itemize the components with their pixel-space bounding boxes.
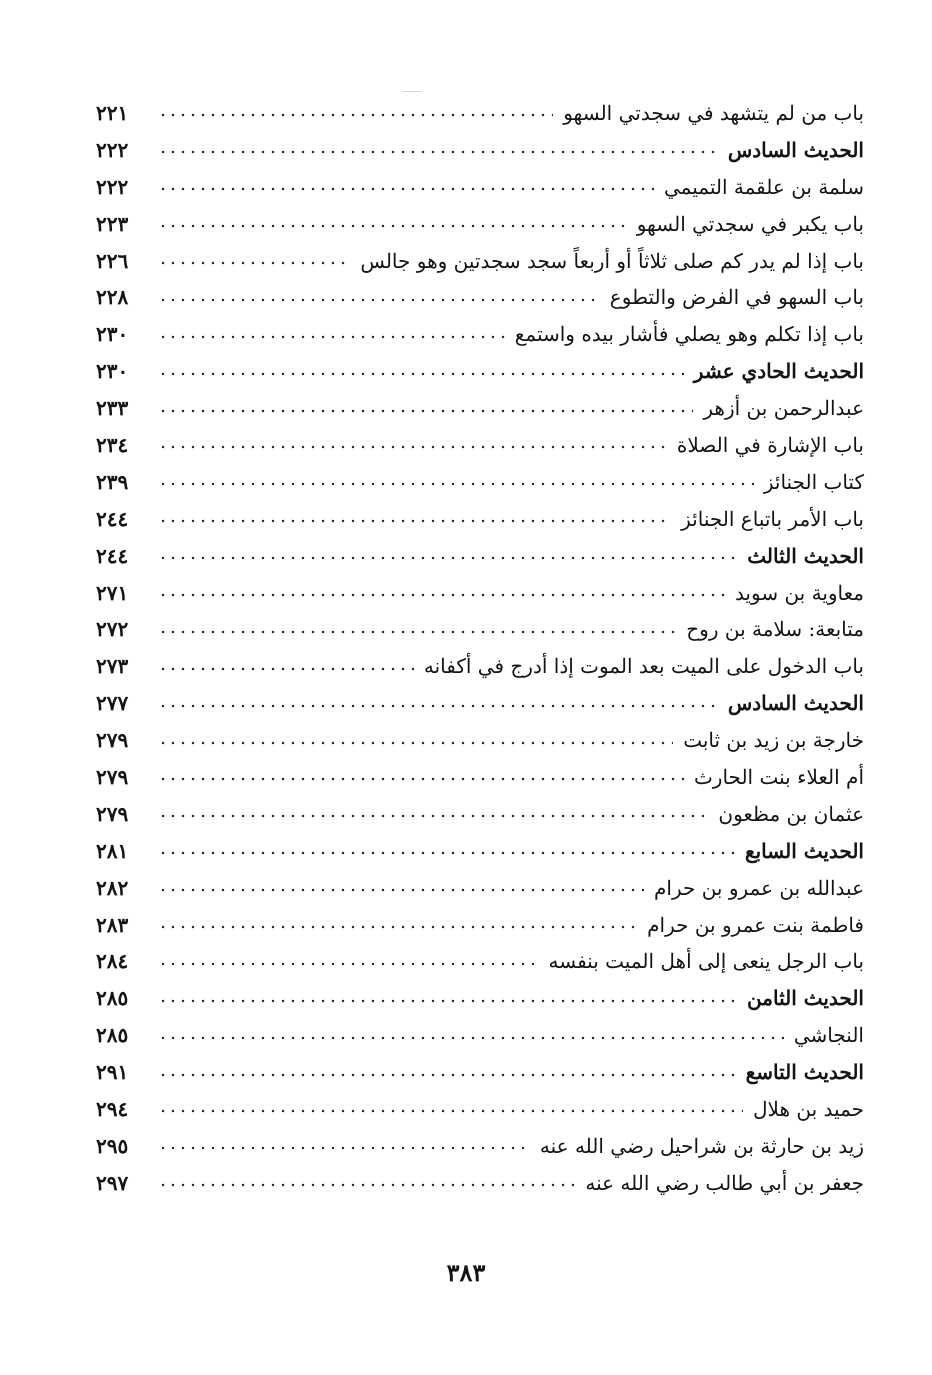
toc-entry-title: كتاب الجنائز — [763, 469, 864, 494]
toc-entry-page-number: ٢٣٤ — [96, 433, 129, 458]
toc-entry — [96, 427, 864, 464]
toc-entry-title: متابعة: سلامة بن روح — [686, 617, 864, 642]
toc-entry-page-number: ٢٣٠ — [96, 322, 129, 347]
toc-entry — [96, 796, 864, 833]
toc-entry-page-number: ٢٧٢ — [96, 617, 129, 642]
toc-entry-title: جعفر بن أبي طالب رضي الله عنه — [585, 1170, 864, 1195]
toc-entry — [96, 95, 864, 132]
dot-leader — [158, 298, 600, 302]
toc-list — [96, 95, 864, 1202]
toc-entry-title: باب إذا تكلم وهو يصلي فأشار بيده واستمع — [514, 322, 864, 347]
toc-entry-page-number: ٢٤٤ — [96, 506, 129, 531]
toc-section-heading — [96, 833, 864, 870]
toc-entry-title: باب يكبر في سجدتي السهو — [636, 211, 864, 236]
toc-entry-page-number: ٢٧٣ — [96, 654, 129, 679]
toc-section-heading — [96, 1054, 864, 1091]
toc-entry-page-number: ٢٢٣ — [96, 211, 129, 236]
dot-leader — [158, 888, 644, 892]
toc-entry — [96, 1165, 864, 1202]
toc-entry-page-number: ٢٢٦ — [96, 248, 129, 273]
toc-entry-title: باب الدخول على الميت بعد الموت إذا أدرج في أكفانه — [423, 654, 864, 679]
dot-leader — [158, 445, 667, 449]
toc-entry-page-number: ٢٢٢ — [96, 174, 129, 199]
dot-leader — [158, 261, 350, 265]
dot-leader — [158, 962, 539, 966]
toc-section-heading — [96, 685, 864, 722]
toc-entry — [96, 279, 864, 316]
toc-entry-title: الحديث الثالث — [747, 543, 864, 568]
toc-entry-page-number: ٢٨٥ — [96, 1023, 129, 1048]
toc-entry — [96, 907, 864, 944]
dot-leader — [158, 482, 754, 486]
toc-entry — [96, 722, 864, 759]
toc-section-heading — [96, 980, 864, 1017]
toc-entry-title: عثمان بن مظعون — [718, 801, 864, 826]
toc-entry — [96, 316, 864, 353]
dot-leader — [158, 113, 553, 117]
toc-entry-page-number: ٢٩١ — [96, 1060, 129, 1085]
dot-leader — [158, 150, 718, 154]
toc-entry-page-number: ٢٧٩ — [96, 765, 129, 790]
dot-leader — [158, 667, 414, 671]
toc-entry — [96, 611, 864, 648]
toc-entry — [96, 206, 864, 243]
toc-section-heading — [96, 538, 864, 575]
toc-entry — [96, 575, 864, 612]
toc-entry-page-number: ٢٣٣ — [96, 396, 129, 421]
toc-entry-title: الحديث السابع — [744, 838, 864, 863]
toc-entry-title: أم العلاء بنت الحارث — [693, 765, 864, 790]
dot-leader — [158, 1036, 784, 1040]
toc-entry-page-number: ٢٣٩ — [96, 469, 129, 494]
toc-entry — [96, 759, 864, 796]
page-number: ٣٨٣ — [446, 1258, 486, 1287]
toc-entry-page-number: ٢٣٠ — [96, 359, 129, 384]
dot-leader — [158, 556, 737, 560]
dot-leader — [158, 593, 725, 597]
dot-leader — [158, 777, 684, 781]
toc-entry — [96, 943, 864, 980]
dot-leader — [158, 409, 693, 413]
toc-entry — [96, 501, 864, 538]
toc-entry — [96, 169, 864, 206]
dot-leader — [158, 224, 627, 228]
toc-entry — [96, 1128, 864, 1165]
toc-entry-page-number: ٢٨٥ — [96, 986, 129, 1011]
toc-entry-title: الحديث السادس — [727, 137, 864, 162]
toc-entry-title: باب إذا لم يدر كم صلى ثلاثاً أو أربعاً سجد سجدتين وهو جالس — [360, 248, 864, 273]
toc-entry-page-number: ٢٨٣ — [96, 912, 129, 937]
toc-entry — [96, 390, 864, 427]
dot-leader — [158, 630, 676, 634]
dot-leader — [158, 1109, 743, 1113]
toc-entry-title: النجاشي — [793, 1023, 864, 1048]
toc-entry-title: عبدالرحمن بن أزهر — [703, 396, 864, 421]
toc-entry-title: عبدالله بن عمرو بن حرام — [654, 875, 864, 900]
toc-entry-title: معاوية بن سويد — [734, 580, 864, 605]
toc-entry-title: باب الرجل ينعى إلى أهل الميت بنفسه — [548, 949, 864, 974]
dot-leader — [158, 1073, 736, 1077]
dot-leader — [158, 335, 505, 339]
dot-leader — [158, 519, 671, 523]
dot-leader — [158, 1183, 575, 1187]
toc-entry — [96, 1017, 864, 1054]
toc-entry-title: باب من لم يتشهد في سجدتي السهو — [563, 101, 864, 125]
toc-entry-title: حميد بن هلال — [753, 1097, 864, 1122]
toc-entry-title: الحديث الثامن — [747, 986, 864, 1011]
toc-entry-page-number: ٢٢١ — [96, 101, 129, 125]
toc-entry-title: باب الأمر باتباع الجنائز — [681, 506, 864, 531]
toc-entry-page-number: ٢٨٢ — [96, 875, 129, 900]
toc-section-heading — [96, 132, 864, 169]
toc-entry-title: باب السهو في الفرض والتطوع — [609, 285, 864, 310]
toc-entry-title: باب الإشارة في الصلاة — [676, 433, 864, 458]
scan-mark — [402, 91, 422, 92]
dot-leader — [158, 851, 735, 855]
toc-entry — [96, 1091, 864, 1128]
toc-entry-page-number: ٢٧٩ — [96, 801, 129, 826]
dot-leader — [158, 372, 684, 376]
toc-entry — [96, 870, 864, 907]
dot-leader — [158, 999, 737, 1003]
toc-entry-page-number: ٢٤٤ — [96, 543, 129, 568]
toc-entry-title: زيد بن حارثة بن شراحيل رضي الله عنه — [539, 1133, 864, 1158]
toc-entry — [96, 648, 864, 685]
dot-leader — [158, 187, 654, 191]
dot-leader — [158, 1146, 530, 1150]
toc-entry-page-number: ٢٩٧ — [96, 1170, 129, 1195]
toc-entry-title: الحديث الحادي عشر — [693, 359, 864, 384]
dot-leader — [158, 925, 637, 929]
toc-entry-title: خارجة بن زيد بن ثابت — [683, 728, 864, 753]
toc-entry — [96, 243, 864, 280]
toc-entry-page-number: ٢٩٤ — [96, 1097, 129, 1122]
toc-entry-page-number: ٢٧٧ — [96, 691, 129, 716]
dot-leader — [158, 814, 708, 818]
toc-entry-page-number: ٢٢٢ — [96, 137, 129, 162]
toc-entry-page-number: ٢٧٩ — [96, 728, 129, 753]
toc-entry-page-number: ٢٧١ — [96, 580, 129, 605]
toc-entry — [96, 464, 864, 501]
toc-entry-page-number: ٢٢٨ — [96, 285, 129, 310]
toc-section-heading — [96, 353, 864, 390]
toc-entry-page-number: ٢٨١ — [96, 838, 129, 863]
toc-entry-page-number: ٢٩٥ — [96, 1133, 129, 1158]
toc-entry-title: الحديث التاسع — [745, 1060, 864, 1085]
dot-leader — [158, 741, 673, 745]
toc-entry-page-number: ٢٨٤ — [96, 949, 129, 974]
toc-entry-title: سلمة بن علقمة التميمي — [664, 174, 864, 199]
toc-entry-title: فاطمة بنت عمرو بن حرام — [647, 912, 864, 937]
toc-entry-title: الحديث السادس — [727, 691, 864, 716]
dot-leader — [158, 704, 718, 708]
